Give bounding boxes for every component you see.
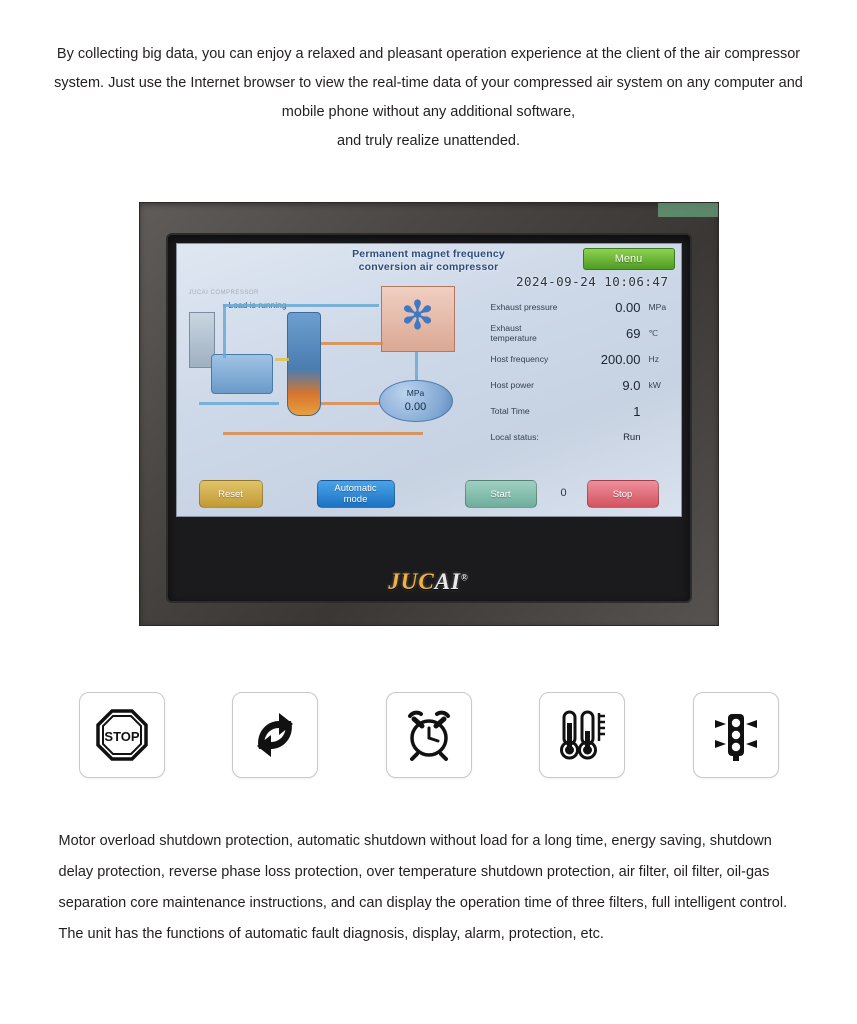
hmi-screen[interactable] xyxy=(176,243,682,517)
hmi-panel-photo xyxy=(139,202,719,626)
readout-label: Total Time xyxy=(490,406,530,416)
air-tank-gauge xyxy=(379,380,453,422)
readout-value: 1 xyxy=(633,403,641,419)
menu-button[interactable]: Menu xyxy=(583,248,675,270)
readout-row xyxy=(491,424,675,450)
tank-pressure-value: 0.00 xyxy=(404,401,427,413)
readout-unit: Hz xyxy=(648,354,660,364)
stop-button[interactable]: Stop xyxy=(587,480,659,508)
icon-tile-reverse-phase[interactable] xyxy=(232,692,318,778)
readout-value: 0.00 xyxy=(615,299,641,315)
oil-separator-graphic xyxy=(287,312,321,416)
readout-label: Host power xyxy=(490,380,534,390)
alarm-clock-icon xyxy=(401,707,457,763)
pipe-segment xyxy=(223,304,226,358)
automatic-mode-button[interactable] xyxy=(317,480,395,508)
readout-value: 69 xyxy=(626,325,641,341)
readout-value: 9.0 xyxy=(622,377,641,393)
icon-tile-alarm-clock[interactable] xyxy=(386,692,472,778)
stop-sign-icon xyxy=(94,707,150,763)
pipe-segment xyxy=(415,352,418,382)
readout-label: Exhaust temperature xyxy=(490,323,537,343)
thermometer-icon xyxy=(555,707,609,763)
airend-graphic xyxy=(211,354,273,394)
icon-tile-temperature[interactable] xyxy=(539,692,625,778)
pipe-segment xyxy=(275,358,289,361)
screen-title-line1: Permanent magnet frequency xyxy=(352,248,505,260)
hmi-display-frame xyxy=(168,235,690,601)
readout-value: Run xyxy=(623,431,641,443)
pipe-segment xyxy=(223,304,379,307)
auto-mode-label-line1: Automatic xyxy=(334,483,377,494)
readout-unit: kW xyxy=(648,380,661,390)
readout-unit: ℃ xyxy=(648,327,659,338)
traffic-light-icon xyxy=(709,708,763,762)
hmi-button-bar xyxy=(177,480,681,512)
features-paragraph: Motor overload shutdown protection, automatic shutdown without load for a long time, energy saving, shutdown delay protection, reverse phase loss protection, over temperature shutdown protection, air filter, oil filter, oil-gas separation core maintenance instructions, and can display the operation time of three filters, full intelligent control. The unit has the functions of automatic fault diagnosis, display, alarm, protection, etc. xyxy=(58,833,788,942)
readout-label: Host frequency xyxy=(490,354,549,364)
readout-label: Local status: xyxy=(490,432,539,442)
pipe-segment xyxy=(321,342,383,345)
readout-value: 200.00 xyxy=(600,351,641,367)
datetime-readout: 2024-09-24 10:06:47 xyxy=(516,274,669,289)
hmi-bezel xyxy=(139,202,719,626)
brand-bar xyxy=(176,565,682,599)
cooler-graphic xyxy=(381,286,455,352)
readout-label: Exhaust pressure xyxy=(490,302,558,312)
fan-icon: ✻ xyxy=(400,294,435,338)
feature-icon-strip xyxy=(79,692,779,778)
tank-unit-label: MPa xyxy=(406,388,425,398)
start-button[interactable]: Start xyxy=(465,480,537,508)
pipe-segment xyxy=(223,432,423,435)
icon-tile-stop[interactable] xyxy=(79,692,165,778)
readout-table xyxy=(491,294,675,450)
readout-row xyxy=(491,320,675,346)
intro-text-line2: and truly realize unattended. xyxy=(337,133,520,149)
svg-text:STOP: STOP xyxy=(103,729,140,744)
readout-unit: MPa xyxy=(648,302,667,312)
compressor-schematic xyxy=(183,284,483,462)
screen-title-line2: conversion air compressor xyxy=(358,261,499,273)
auto-mode-label-line2: mode xyxy=(343,494,368,505)
readout-row xyxy=(491,398,675,424)
readout-row xyxy=(491,346,675,372)
reset-button[interactable]: Reset xyxy=(199,480,263,508)
readout-row xyxy=(491,372,675,398)
readout-row xyxy=(491,294,675,320)
cycle-counter: 0 xyxy=(560,487,567,499)
reverse-phase-icon xyxy=(249,709,301,761)
pipe-segment xyxy=(199,402,279,405)
icon-tile-traffic-light[interactable] xyxy=(693,692,779,778)
intro-text: By collecting big data, you can enjoy a relaxed and pleasant operation experience at the client of the air compressor system. Just use the Internet browser to view the real-time data of your compressed air system on any computer and mobile phone without any additional software, xyxy=(54,46,803,120)
brand-logo: JUCAI® xyxy=(388,569,469,594)
intro-paragraph xyxy=(44,40,814,156)
schematic-watermark: JUCAI COMPRESSOR xyxy=(188,290,259,296)
